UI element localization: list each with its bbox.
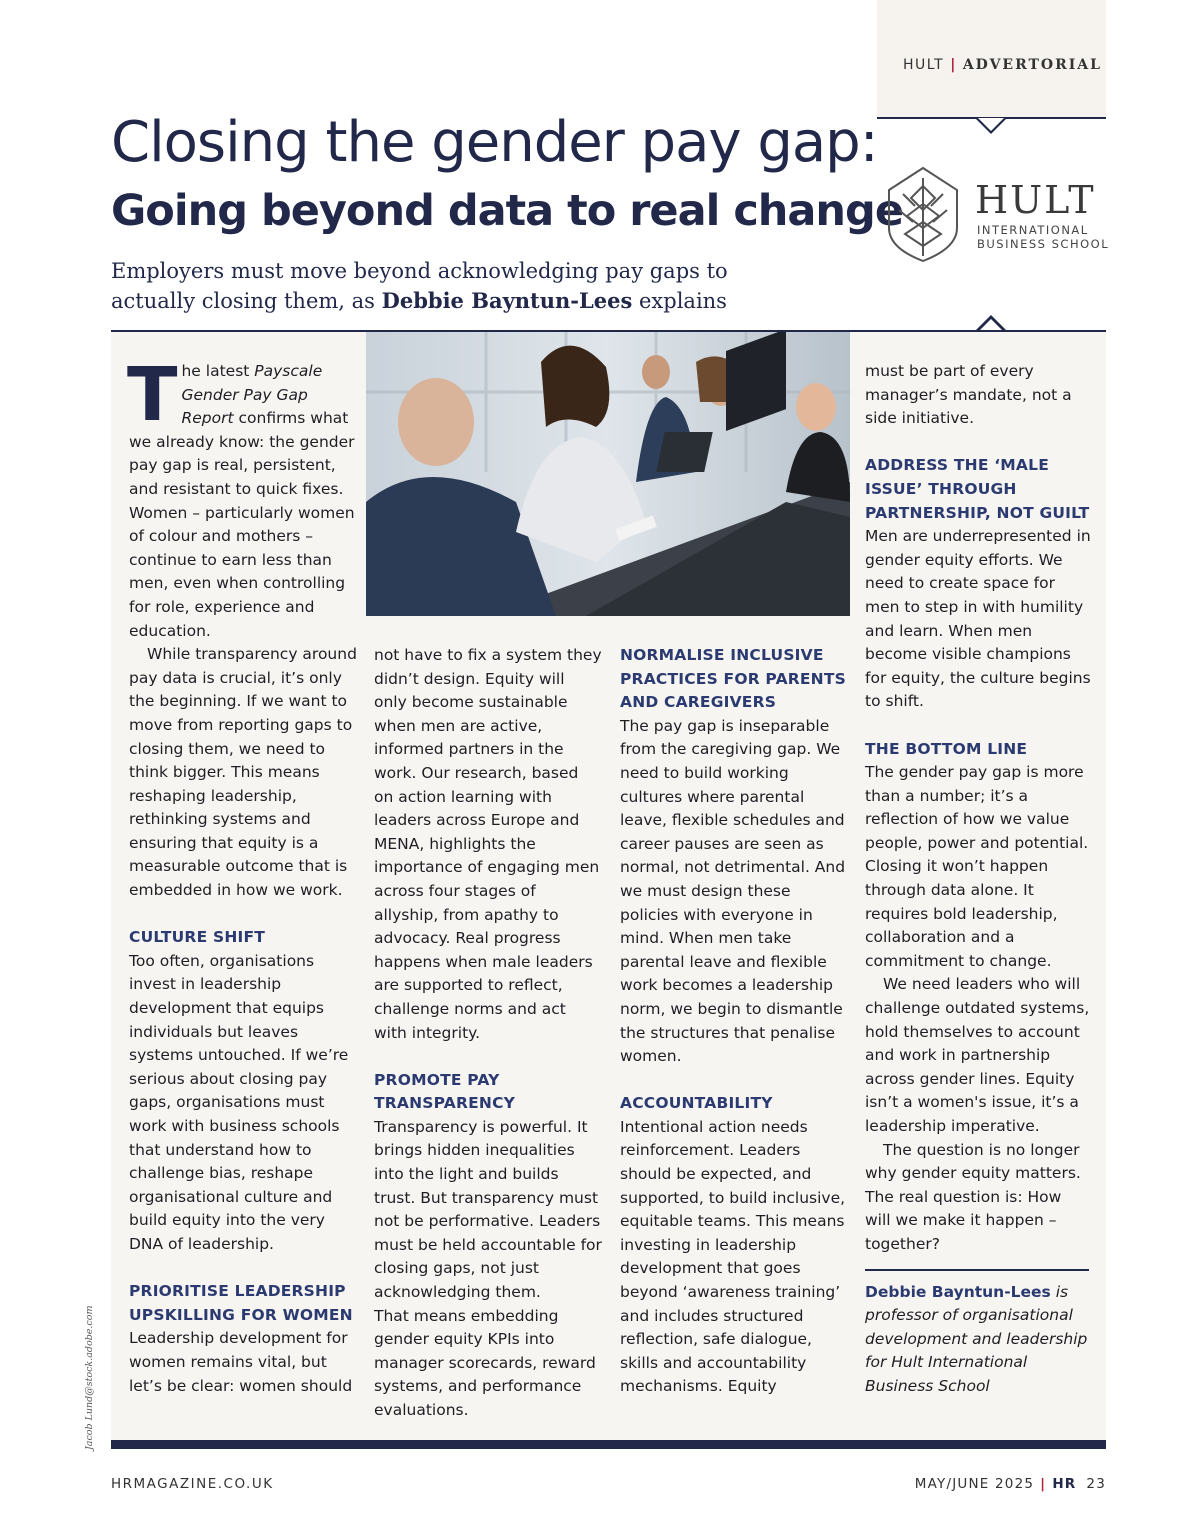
section-heading: ADDRESS THE ‘MALE ISSUE’ THROUGH PARTNERSHIP, NOT GUILT [865, 456, 1090, 522]
business-meeting-photo [366, 332, 850, 616]
paragraph: Transparency is powerful. It brings hidden inequalities into the light and builds trust. But transparency must not be performative. Leaders must be held accountable for closing gaps, not just acknowledging them. [374, 1117, 602, 1302]
paragraph: The question is no longer why gender equity matters. The real question is: How will we make it happen – together? [865, 1140, 1081, 1253]
paragraph: We need leaders who will challenge outdated systems, hold themselves to account and work in partnership across gender lines. Equity isn’t a women's issue, it’s a leadership imperative. [865, 975, 1090, 1135]
author-bio: Debbie Bayntun-Lees is professor of organisational development and leadership for Hult International Business School [865, 1282, 1088, 1395]
report-title: Payscale Gender Pay Gap Report [181, 362, 323, 428]
paragraph: must be part of every manager’s mandate, not a side initiative. [865, 362, 1072, 428]
logo-subtitle: INTERNATIONAL BUSINESS SCHOOL [977, 223, 1110, 251]
article-column-4 [865, 360, 1091, 1399]
magazine-name: HR [1052, 1476, 1077, 1492]
paragraph: That means embedding gender equity KPIs into manager scorecards, reward systems, and performance evaluations. [374, 1306, 596, 1419]
intro-paragraph: The latest Payscale Gender Pay Gap Report confirms what we already know: the gender pay gap is real, persistent, and resistant to quick fixes. Women – particularly women of colour and mothers – continue to earn less than men, even when controlling for role, experience and education. [127, 352, 355, 640]
brand-label: HULT [902, 57, 945, 73]
section-heading: CULTURE SHIFT [129, 928, 266, 947]
page-title: Closing the gender pay gap: [111, 110, 878, 175]
article-column-1 [127, 352, 357, 1398]
page-subtitle: Going beyond data to real change [111, 186, 903, 236]
paragraph: Too often, organisations invest in leadership development that equips individuals but leaves systems untouched. If we’re serious about closing pay gaps, organisations must work with business schools that understand how to challenge bias, reshape organisational culture and build equity into the very DNA of leadership. [129, 951, 349, 1253]
photo-credit: Jacob Lund@stock.adobe.com [84, 1305, 95, 1450]
logo-wordmark: HULT [975, 178, 1096, 222]
bio-rule [865, 1269, 1089, 1271]
standfirst: Employers must move beyond acknowledging pay gaps to actually closing them, as Debbie Bayntun-Lees explains [111, 259, 728, 313]
tag-separator: | [950, 57, 957, 73]
advertorial-label: ADVERTORIAL [962, 57, 1102, 73]
section-heading: NORMALISE INCLUSIVE PRACTICES FOR PARENTS AND CAREGIVERS [620, 646, 846, 712]
drop-cap: T [127, 352, 178, 438]
section-heading: ACCOUNTABILITY [620, 1094, 773, 1113]
page-number: 23 [1086, 1476, 1106, 1492]
paragraph: not have to fix a system they didn’t design. Equity will only become sustainable when men are active, informed partners in the work. Our research, based on action learning with leaders across Europe and MENA, highlights the importance of engaging men across four stages of allyship, from apathy to advocacy. Real progress happens when male leaders are supported to reflect, challenge norms and act with integrity. [374, 646, 602, 1042]
paragraph: While transparency around pay data is crucial, it’s only the beginning. If we want to move from reporting gaps to closing them, we need to think bigger. This means reshaping leadership, rethinking systems and ensuring that equity is a measurable outcome that is embedded in how we work. [129, 645, 357, 900]
paragraph: Intentional action needs reinforcement. Leaders should be expected, and supported, to build inclusive, equitable teams. This means investing in leadership development that goes beyond ‘awareness training’ and includes structured reflection, safe dialogue, skills and accountability mechanisms. Equity [620, 1117, 846, 1396]
section-tag [903, 57, 1102, 73]
article-column-2 [374, 644, 602, 1423]
section-heading: THE BOTTOM LINE [865, 739, 1028, 758]
section-heading: PROMOTE PAY TRANSPARENCY [374, 1070, 516, 1113]
paragraph: Men are underrepresented in gender equity efforts. We need to create space for men to step in with humility and learn. When men become visible champions for equity, the culture begins to shift. [865, 527, 1091, 711]
bio-name: Debbie Bayntun-Lees [865, 1282, 1051, 1301]
paragraph: The pay gap is inseparable from the caregiving gap. We need to build working cultures where parental leave, flexible schedules and career pauses are seen as normal, not detrimental. And we must design these policies with everyone in mind. When men take parental leave and flexible work becomes a leadership norm, we begin to dismantle the structures that penalise women. [620, 716, 846, 1066]
footer-rule [111, 1440, 1106, 1449]
paragraph: The gender pay gap is more than a number; it’s a reflection of how we value people, power and potential. Closing it won’t happen through data alone. It requires bold leadership, collaboration and a commitment to change. [865, 763, 1089, 970]
hult-laurel-shield-icon [883, 164, 963, 264]
paragraph: Leadership development for women remains vital, but let’s be clear: women should [129, 1329, 353, 1395]
author-name: Debbie Bayntun-Lees [381, 288, 633, 313]
article-column-3 [620, 644, 848, 1399]
footer-site: HRMAGAZINE.CO.UK [111, 1476, 274, 1492]
section-heading: PRIORITISE LEADERSHIP UPSKILLING FOR WOMEN [129, 1282, 353, 1324]
footer-issue: MAY/JUNE 2025 | HR 23 [914, 1476, 1106, 1492]
